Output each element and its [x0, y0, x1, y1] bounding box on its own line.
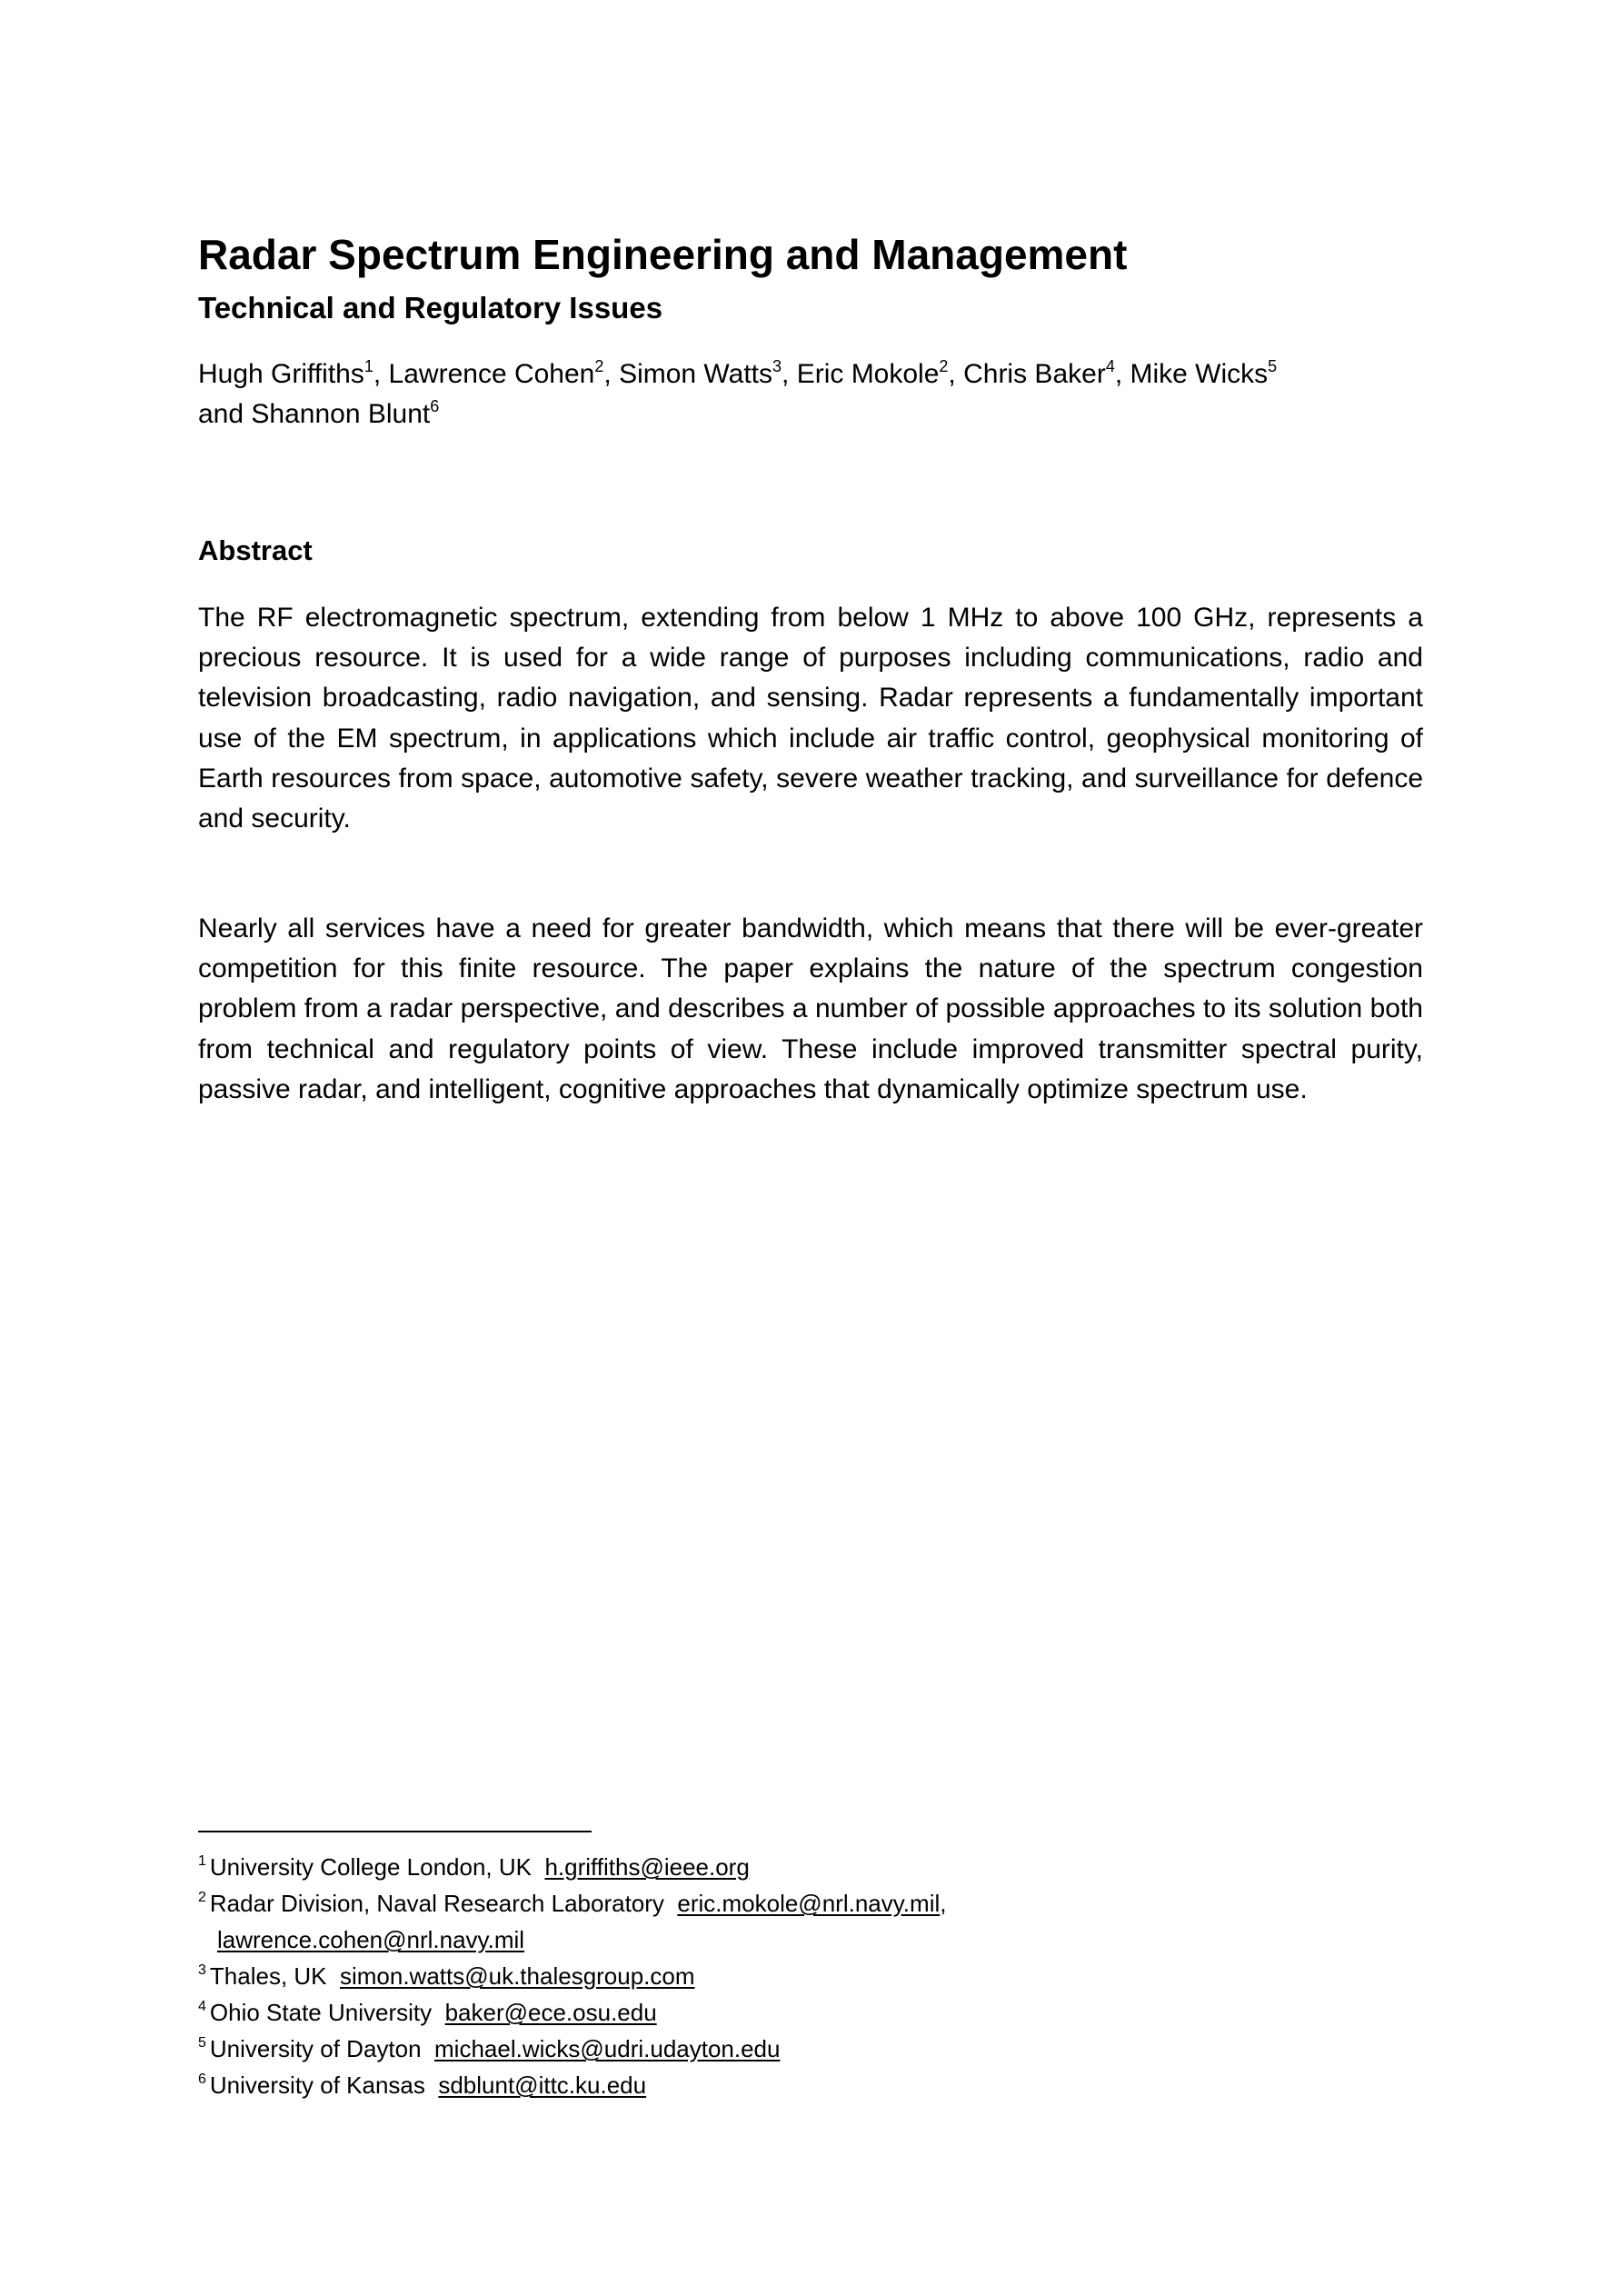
paper-title: Radar Spectrum Engineering and Management: [198, 231, 1128, 278]
email-link[interactable]: simon.watts@uk.thalesgroup.com: [339, 1962, 695, 1990]
author-name: Lawrence Cohen: [388, 359, 595, 389]
footnote-2: $^2$ Radar Division, Naval Research Laboratory eric.mokole@nrl.navy.mil,: [198, 1890, 947, 1917]
abstract-heading: Abstract: [198, 534, 313, 566]
affiliation-text: Ohio State University: [209, 1999, 433, 2026]
affiliation-mark: 4: [1105, 357, 1115, 375]
footnote-divider: [198, 1831, 592, 1832]
footnote-5: [198, 2031, 1423, 2067]
affiliation-mark: 1: [363, 357, 373, 375]
affiliation-mark: 3: [772, 357, 782, 375]
affiliation-text: Thales, UK: [209, 1962, 327, 1990]
email-link[interactable]: lawrence.cohen@nrl.navy.mil: [217, 1926, 525, 1953]
footnote-3: [198, 1958, 1423, 1994]
author-name: Hugh Griffiths: [198, 359, 364, 389]
footnote-2-continued: [198, 1922, 1423, 1958]
footnote-number: 5: [198, 2035, 206, 2051]
author-name: Simon Watts: [619, 359, 772, 389]
email-link[interactable]: michael.wicks@udri.udayton.edu: [434, 2035, 781, 2062]
footnote-number: 6: [198, 2071, 206, 2087]
author-list: Hugh Griffiths$^1$, Lawrence Cohen$^2$, Simon Watts$^3$, Eric Mokole$^2$, Chris Baker$^4$, Mike Wicks$^5$ and Shannon Blunt$^6$: [198, 357, 1278, 429]
author-name: Mike Wicks: [1130, 359, 1269, 389]
paper-subtitle: Technical and Regulatory Issues: [198, 291, 663, 324]
author-name: Chris Baker: [963, 359, 1106, 389]
abstract-paragraph: The RF electromagnetic spectrum, extending from below 1 MHz to above 100 GHz, represents a precious resource. It is used for a wide range of purposes including communications, radio and television broadcasting, radio navigation, and sensing. Radar represents a fundamentally important use of the EM spectrum, in applications which include air traffic control, geophysical monitoring of Earth resources from space, automotive safety, severe weather tracking, and surveillance for defence and security.: [198, 603, 1423, 834]
email-link[interactable]: eric.mokole@nrl.navy.mil: [677, 1890, 941, 1917]
author-name: Eric Mokole: [796, 359, 940, 389]
author-name: and Shannon Blunt: [198, 399, 431, 429]
footnote-number: 4: [198, 1999, 206, 2014]
footnote-number: 2: [198, 1890, 206, 1905]
email-link[interactable]: h.griffiths@ieee.org: [544, 1853, 750, 1881]
affiliation-mark: 2: [939, 357, 949, 375]
affiliation-text: University College London, UK: [209, 1853, 532, 1881]
footnote-4: [198, 1994, 1423, 2031]
abstract-paragraph: Nearly all services have a need for greater bandwidth, which means that there will be ever-greater competition for this finite resource. The paper explains the nature of the spectrum congestion problem from a radar perspective, and describes a number of possible approaches to its solution both from technical and regulatory points of view. These include improved transmitter spectral purity, passive radar, and intelligent, cognitive approaches that dynamically optimize spectrum use.: [198, 913, 1423, 1104]
affiliation-mark: 6: [430, 397, 440, 415]
footnote-number: 1: [198, 1853, 206, 1869]
affiliation-mark: 5: [1268, 357, 1278, 375]
affiliation-text: University of Dayton: [209, 2035, 422, 2062]
email-link[interactable]: baker@ece.osu.edu: [444, 1999, 657, 2026]
footnote-number: 3: [198, 1962, 206, 1978]
affiliation-mark: 2: [594, 357, 604, 375]
footnote-6: [198, 2067, 1423, 2103]
affiliation-text: University of Kansas: [209, 2071, 425, 2099]
footnotes: [198, 1849, 1423, 2103]
email-link[interactable]: sdblunt@ittc.ku.edu: [438, 2071, 647, 2099]
footnote-1: [198, 1849, 1423, 1885]
affiliation-text: Radar Division, Naval Research Laboratory: [209, 1890, 664, 1917]
